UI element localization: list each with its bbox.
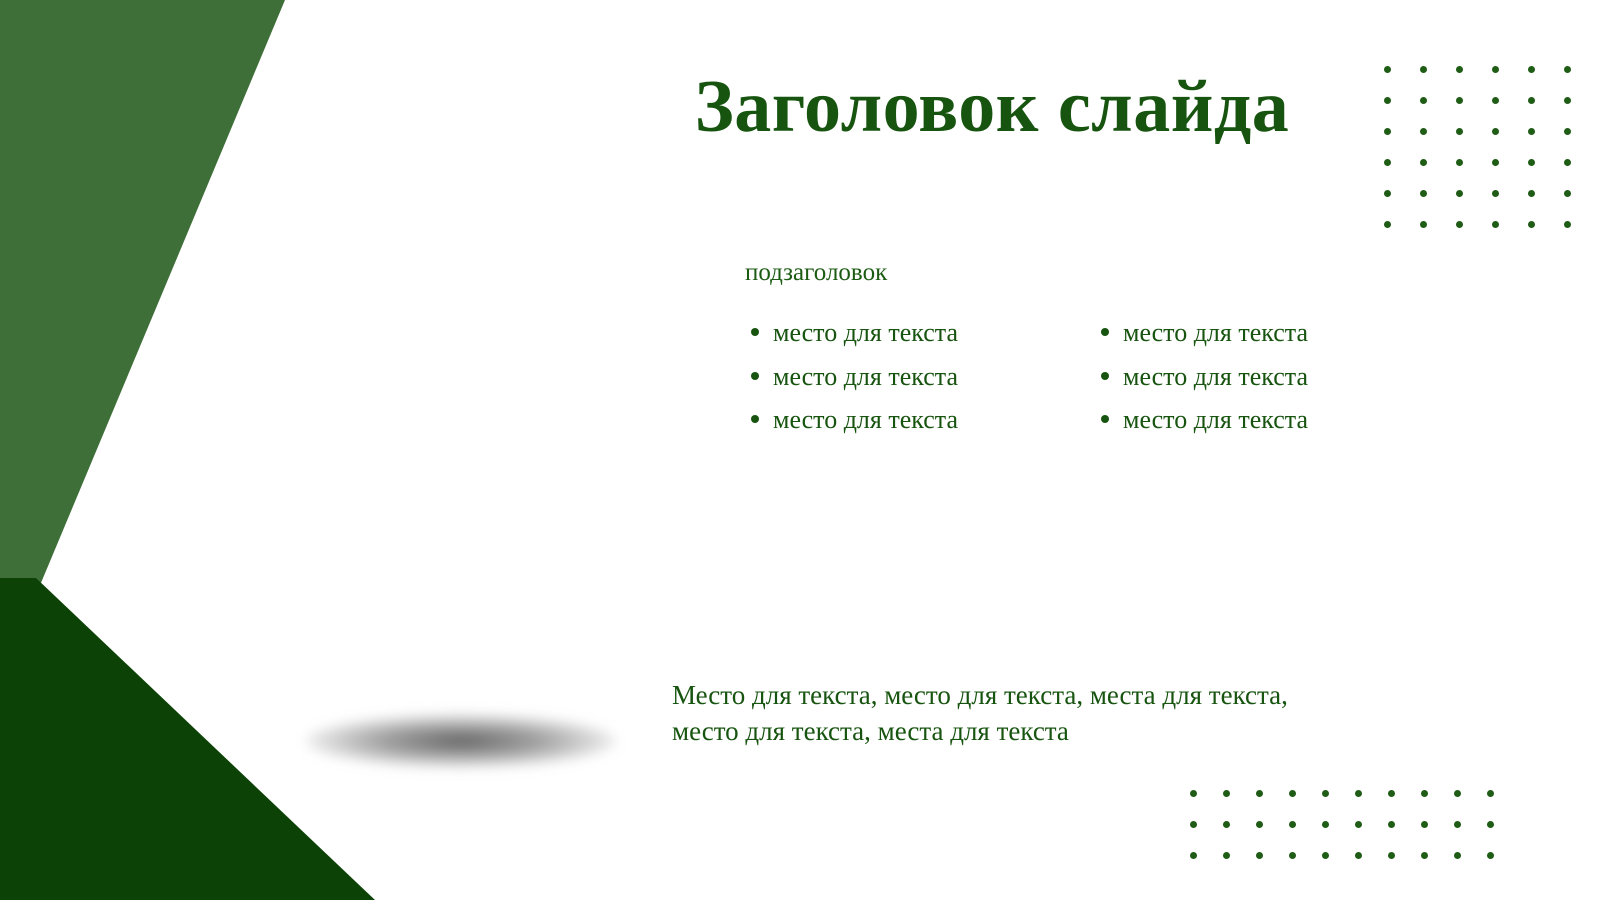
- dot-decoration: [1384, 128, 1391, 135]
- dot-decoration: [1492, 66, 1499, 73]
- list-item: место для текста: [1121, 312, 1325, 354]
- dot-decoration: [1420, 66, 1427, 73]
- dot-decoration: [1456, 159, 1463, 166]
- dot-decoration: [1492, 128, 1499, 135]
- dot-decoration: [1289, 790, 1296, 797]
- dot-decoration: [1384, 221, 1391, 228]
- dot-decoration: [1420, 159, 1427, 166]
- slide-subtitle: подзаголовок: [745, 259, 888, 286]
- list-item: место для текста: [1121, 356, 1325, 398]
- dot-decoration: [1492, 159, 1499, 166]
- dot-decoration: [1528, 66, 1535, 73]
- dot-decoration: [1456, 97, 1463, 104]
- dot-decoration: [1492, 221, 1499, 228]
- dot-decoration: [1256, 852, 1263, 859]
- dot-decoration: [1487, 821, 1494, 828]
- dot-decoration: [1492, 190, 1499, 197]
- dot-decoration: [1355, 852, 1362, 859]
- dot-decoration: [1564, 190, 1571, 197]
- dot-decoration: [1528, 221, 1535, 228]
- dot-decoration: [1456, 221, 1463, 228]
- dot-decoration: [1528, 190, 1535, 197]
- bullet-column-right: [1095, 312, 1325, 443]
- dot-decoration: [1388, 821, 1395, 828]
- dot-decoration: [1564, 221, 1571, 228]
- dot-decoration: [1454, 852, 1461, 859]
- slide-title: Заголовок слайда: [694, 65, 1290, 148]
- dot-decoration: [1528, 128, 1535, 135]
- dot-decoration: [1528, 159, 1535, 166]
- dot-decoration: [1223, 852, 1230, 859]
- dot-decoration: [1322, 790, 1329, 797]
- dot-decoration: [1456, 66, 1463, 73]
- dot-decoration: [1492, 97, 1499, 104]
- dot-decoration: [1421, 821, 1428, 828]
- dot-decoration: [1564, 159, 1571, 166]
- dot-decoration: [1420, 97, 1427, 104]
- dot-decoration: [1256, 821, 1263, 828]
- dot-decoration: [1421, 852, 1428, 859]
- dot-decoration: [1528, 97, 1535, 104]
- dot-decoration: [1487, 852, 1494, 859]
- slide-body-text: Место для текста, место для текста, места для текста, место для текста, места для текста: [672, 680, 1288, 746]
- dot-decoration: [1256, 790, 1263, 797]
- dot-grid-top-right-decoration: [1384, 66, 1600, 252]
- dot-decoration: [1223, 790, 1230, 797]
- dot-decoration: [1487, 790, 1494, 797]
- dot-decoration: [1388, 852, 1395, 859]
- dot-decoration: [1190, 852, 1197, 859]
- list-item: место для текста: [771, 312, 975, 354]
- dot-decoration: [1454, 790, 1461, 797]
- bullet-list-right: [1095, 312, 1325, 441]
- dot-decoration: [1421, 790, 1428, 797]
- bullet-list-left: [745, 312, 975, 441]
- dot-decoration: [1289, 852, 1296, 859]
- list-item: место для текста: [771, 356, 975, 398]
- dot-decoration: [1322, 852, 1329, 859]
- dot-decoration: [1420, 221, 1427, 228]
- dot-decoration: [1388, 790, 1395, 797]
- dot-decoration: [1190, 790, 1197, 797]
- dot-grid-bottom-right-decoration: [1190, 790, 1520, 883]
- dot-decoration: [1384, 97, 1391, 104]
- dot-decoration: [1456, 190, 1463, 197]
- dot-decoration: [1564, 66, 1571, 73]
- bullet-columns: [745, 312, 1445, 443]
- dot-decoration: [1420, 190, 1427, 197]
- dot-decoration: [1190, 821, 1197, 828]
- dot-decoration: [1384, 190, 1391, 197]
- dot-decoration: [1355, 821, 1362, 828]
- dot-decoration: [1564, 128, 1571, 135]
- dot-decoration: [1355, 790, 1362, 797]
- list-item: место для текста: [771, 399, 975, 441]
- dot-decoration: [1384, 159, 1391, 166]
- dot-decoration: [1322, 821, 1329, 828]
- dot-decoration: [1564, 97, 1571, 104]
- dot-decoration: [1456, 128, 1463, 135]
- dot-decoration: [1384, 66, 1391, 73]
- dot-decoration: [1289, 821, 1296, 828]
- blurred-ellipse-decoration: [306, 714, 616, 768]
- dot-decoration: [1454, 821, 1461, 828]
- green-triangle-top-decoration: [0, 0, 290, 590]
- dot-decoration: [1420, 128, 1427, 135]
- list-item: место для текста: [1121, 399, 1325, 441]
- bullet-column-left: [745, 312, 975, 443]
- dot-decoration: [1223, 821, 1230, 828]
